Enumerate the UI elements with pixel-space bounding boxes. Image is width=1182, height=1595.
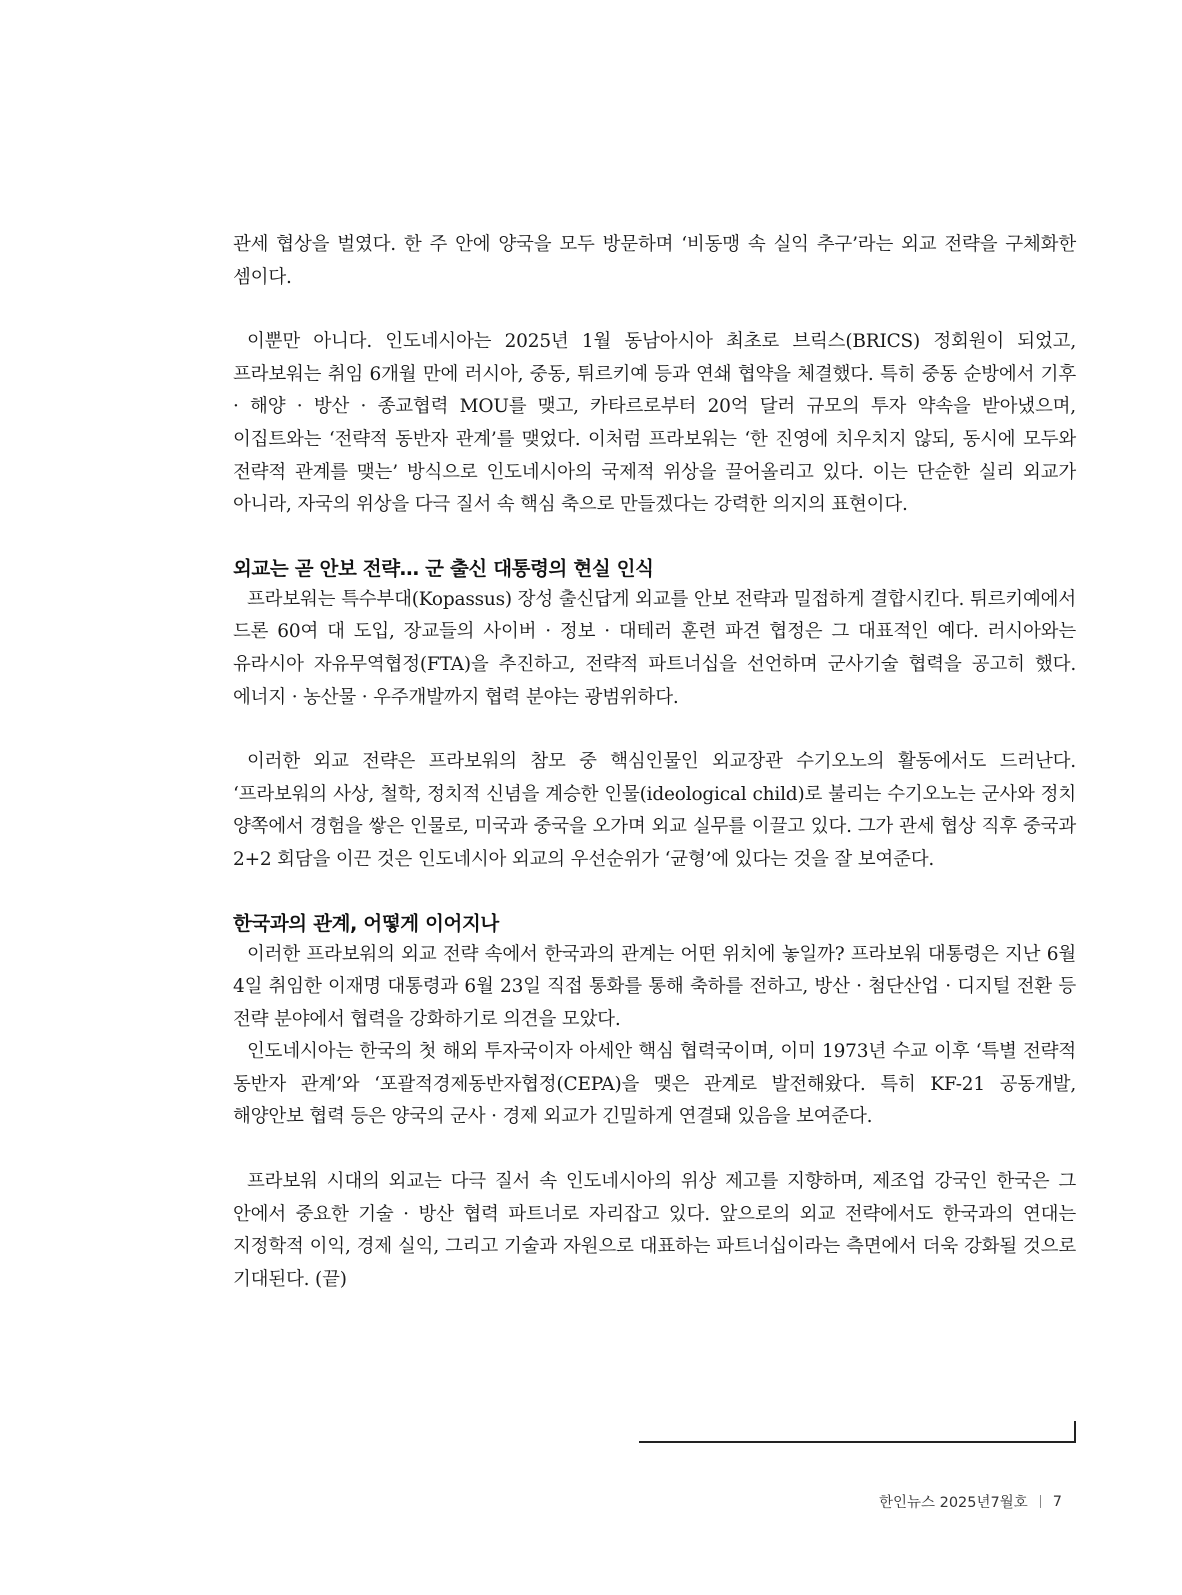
section-heading-security: 외교는 곧 안보 전략… 군 출신 대통령의 현실 인식 bbox=[233, 556, 654, 580]
paragraph-gap bbox=[233, 714, 1076, 746]
footer-separator bbox=[1040, 1495, 1041, 1508]
paragraph-gap bbox=[233, 1134, 1076, 1166]
article-body bbox=[233, 229, 1076, 1296]
paragraph-gap bbox=[233, 294, 1076, 326]
section-heading-korea-relations: 한국과의 관계, 어떻게 이어지나 bbox=[233, 911, 499, 935]
end-rule-horizontal bbox=[639, 1441, 1076, 1443]
article-end-rule bbox=[639, 1421, 1076, 1443]
publication-name: 한인뉴스 2025년7월호 bbox=[878, 1495, 1028, 1511]
paragraph-bilateral-history: 인도네시아는 한국의 첫 해외 투자국이자 아세안 핵심 협력국이며, 이미 1973년 수교 이후 ‘특별 전략적 동반자 관계’와 ‘포괄적경제동반자협정(CEPA)을 맺은 관계로 발전해왔다. 특히 KF-21 공동개발, 해양안보 협력 등은 양국의 군사 · 경제 외교가 긴밀하게 연결돼 있음을 보여준다. bbox=[233, 1041, 1076, 1128]
paragraph-foreign-minister: 이러한 외교 전략은 프라보워의 참모 중 핵심인물인 외교장관 수기오노의 활동에서도 드러난다. ‘프라보워의 사상, 철학, 정치적 신념을 계승한 인물(ideological child)로 불리는 수기오노는 군사와 정치 양쪽에서 경험을 쌓은 인물로, 미국과 중국을 오가며 외교 실무를 이끌고 있다. 그가 관세 협상 직후 중국과 2+2 회담을 이끈 것은 인도네시아 외교의 우선순위가 ‘균형’에 있다는 것을 잘 보여준다. bbox=[233, 751, 1076, 870]
paragraph-conclusion: 프라보워 시대의 외교는 다극 질서 속 인도네시아의 위상 제고를 지향하며, 제조업 강국인 한국은 그 안에서 중요한 기술 · 방산 협력 파트너로 자리잡고 있다. 앞으로의 외교 전략에서도 한국과의 연대는 지정학적 이익, 경제 실익, 그리고 기술과 자원으로 대표하는 파트너십이라는 측면에서 더욱 강화될 것으로 기대된다. (끝) bbox=[233, 1171, 1076, 1290]
page-footer bbox=[879, 1491, 1062, 1512]
paragraph-military-diplomacy: 프라보워는 특수부대(Kopassus) 장성 출신답게 외교를 안보 전략과 밀접하게 결합시킨다. 튀르키예에서 드론 60여 대 도입, 장교들의 사이버 · 정보 · 대테러 훈련 파견 협정은 그 대표적인 예다. 러시아와는 유라시아 자유무역협정(FTA)을 추진하고, 전략적 파트너십을 선언하며 군사기술 협력을 공고히 했다. 에너지 · 농산물 · 우주개발까지 협력 분야는 광범위하다. bbox=[233, 588, 1076, 708]
page-number: 7 bbox=[1052, 1493, 1062, 1510]
paragraph-gap bbox=[233, 522, 1076, 554]
paragraph-tariff-negotiation: 관세 협상을 벌였다. 한 주 안에 양국을 모두 방문하며 ‘비동맹 속 실익 추구’라는 외교 전략을 구체화한 셈이다. bbox=[233, 234, 1076, 288]
end-rule-vertical bbox=[1074, 1421, 1076, 1443]
paragraph-brics-membership: 이뿐만 아니다. 인도네시아는 2025년 1월 동남아시아 최초로 브릭스(BRICS) 정회원이 되었고, 프라보워는 취임 6개월 만에 러시아, 중동, 튀르키예 등과 연쇄 협약을 체결했다. 특히 중동 순방에서 기후 · 해양 · 방산 · 종교협력 MOU를 맺고, 카타르로부터 20억 달러 규모의 투자 약속을 받아냈으며, 이집트와는 ‘전략적 동반자 관계’를 맺었다. 이처럼 프라보워는 ‘한 진영에 치우치지 않되, 동시에 모두와 전략적 관계를 맺는’ 방식으로 인도네시아의 국제적 위상을 끌어올리고 있다. 이는 단순한 실리 외교가 아니라, 자국의 위상을 다극 질서 속 핵심 축으로 만들겠다는 강력한 의지의 표현이다. bbox=[233, 331, 1076, 516]
paragraph-phone-call: 이러한 프라보워의 외교 전략 속에서 한국과의 관계는 어떤 위치에 놓일까? 프라보워 대통령은 지난 6월 4일 취임한 이재명 대통령과 6월 23일 직접 통화를 통해 축하를 전하고, 방산 · 첨단산업 · 디지털 전환 등 전략 분야에서 협력을 강화하기로 의견을 모았다. bbox=[233, 943, 1076, 1030]
paragraph-gap bbox=[233, 877, 1076, 909]
